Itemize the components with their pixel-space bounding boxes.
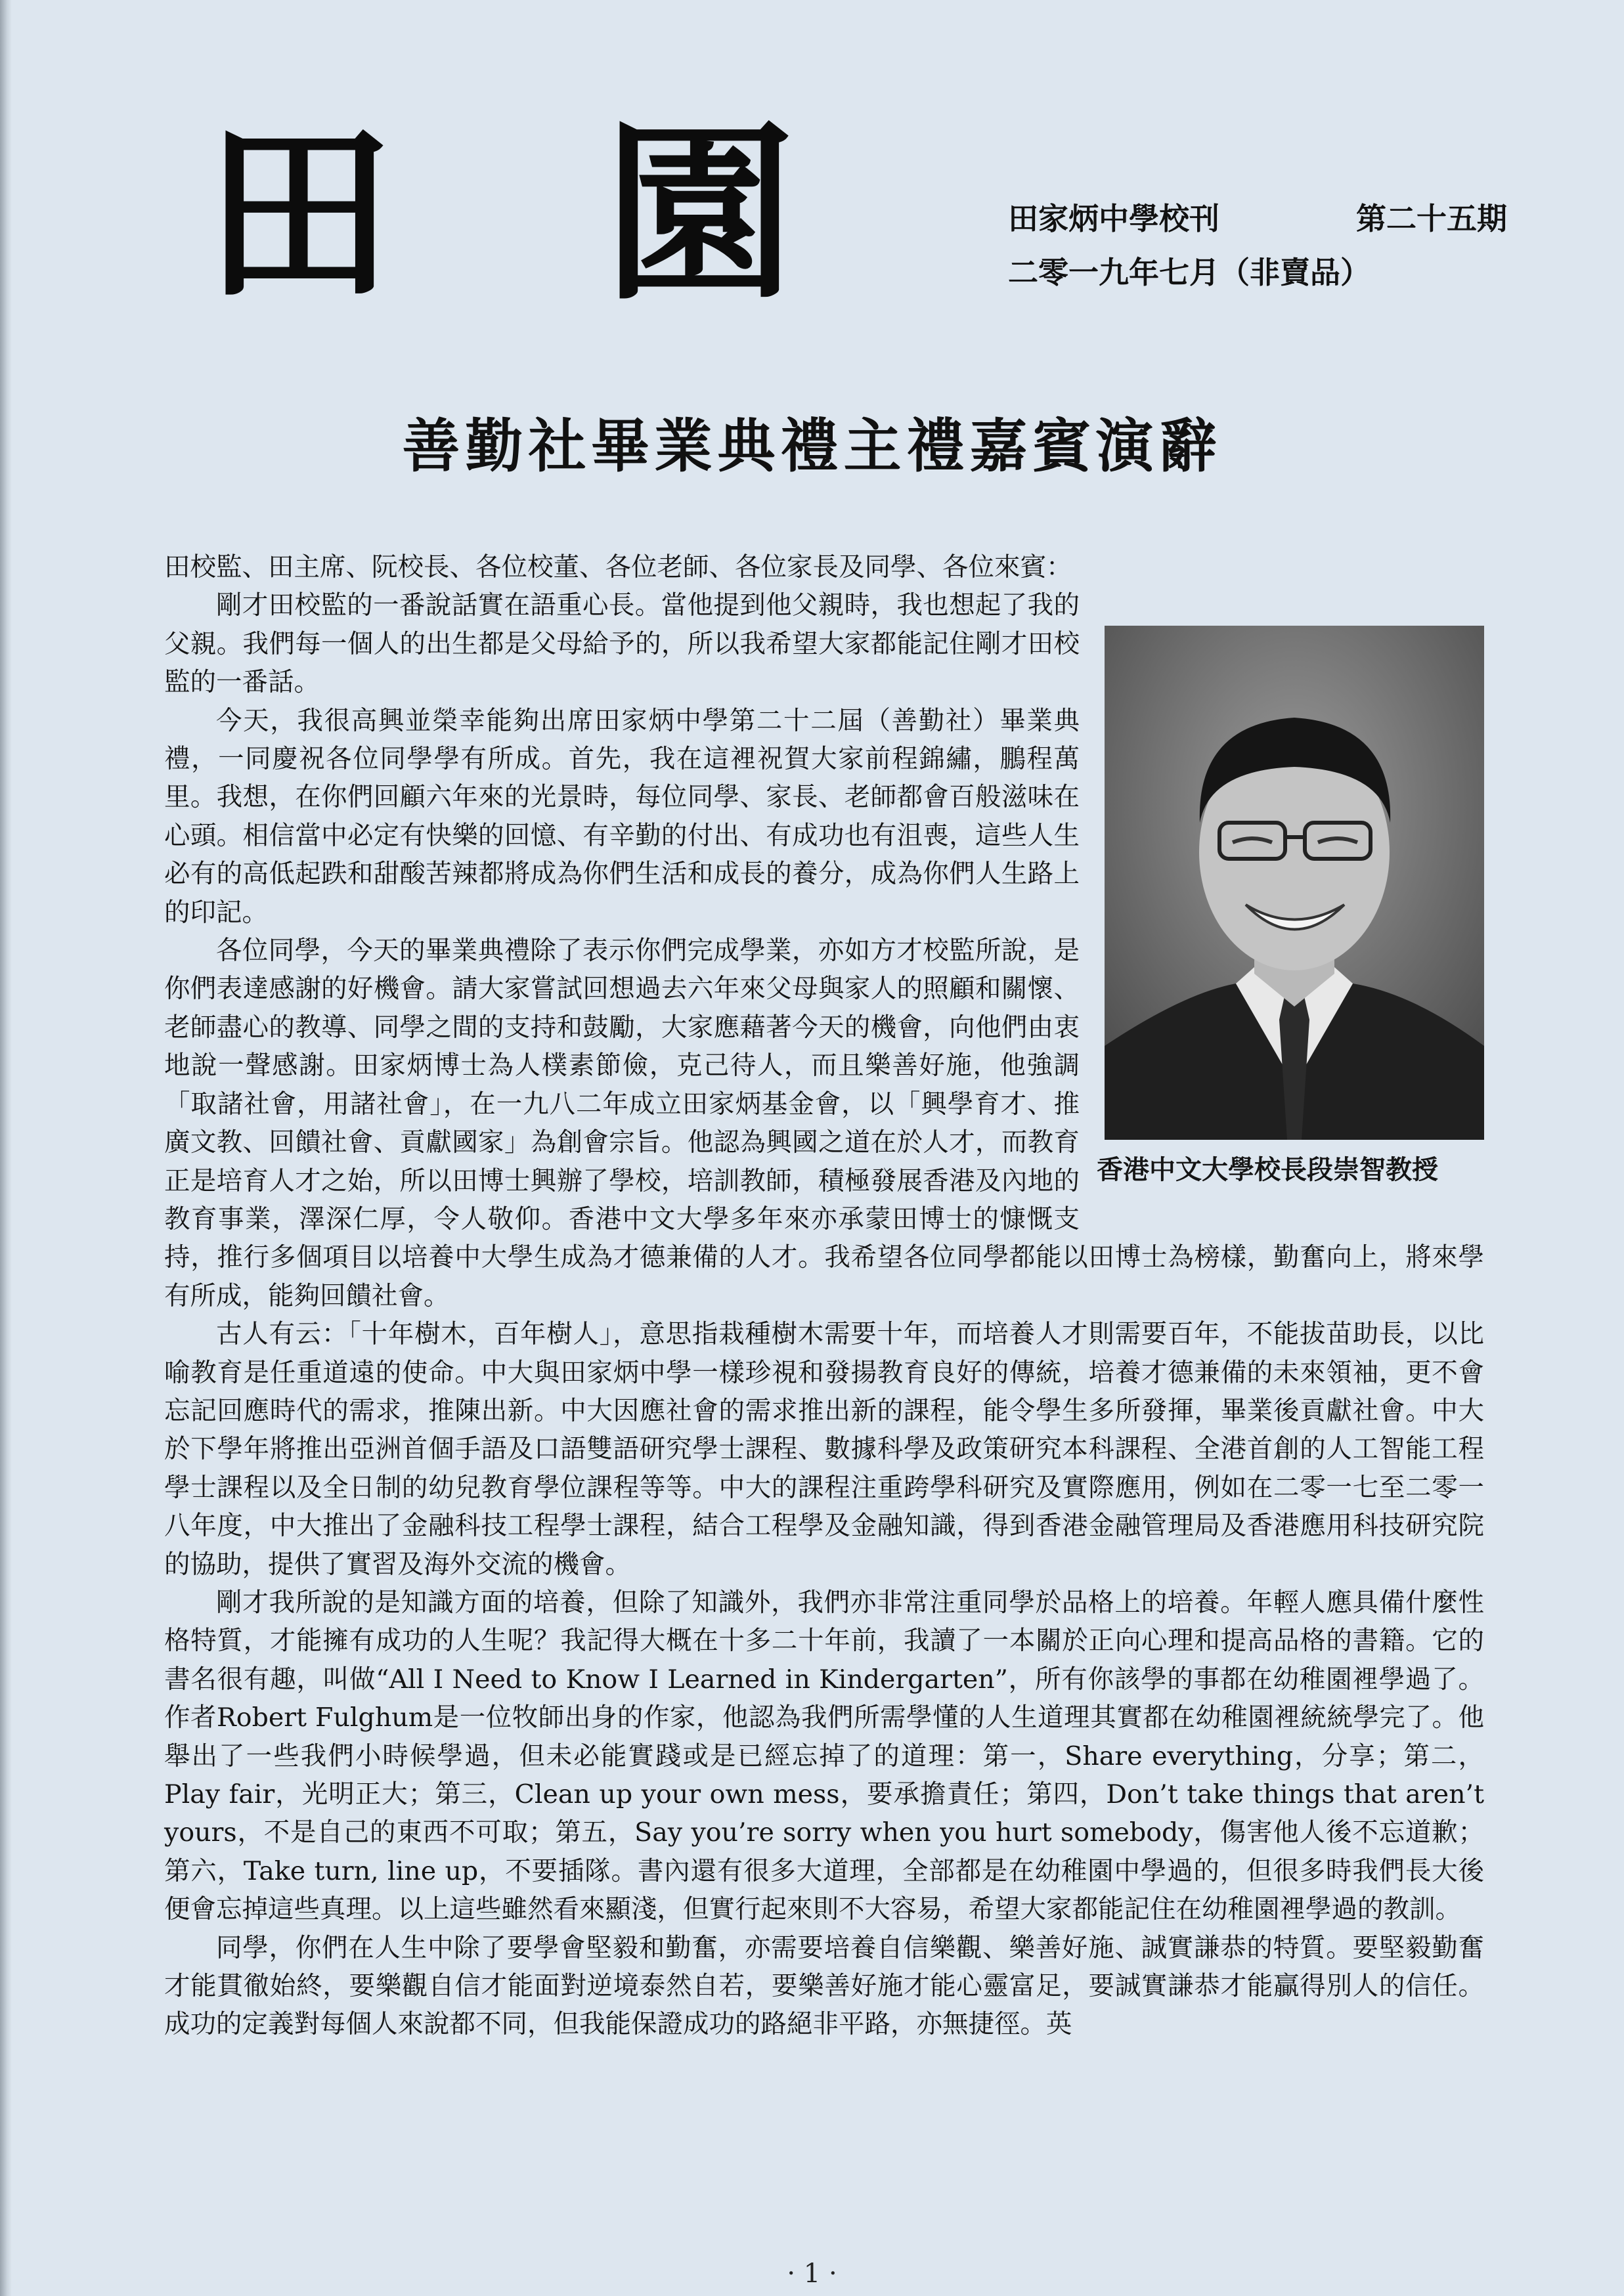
speaker-photo xyxy=(1105,626,1484,1140)
page-number: · 1 · xyxy=(787,2259,837,2289)
speaker-photo-figure xyxy=(1097,626,1484,1196)
masthead-char-yuan: 園 xyxy=(604,104,821,326)
salutation: 田校監、田主席、阮校長、各位校董、各位老師、各位家長及同學、各位來賓： xyxy=(164,552,1072,582)
photo-caption: 香港中文大學校長段崇智教授 xyxy=(1097,1155,1438,1186)
speaker-portrait-illustration xyxy=(1105,626,1484,1140)
speech-article xyxy=(164,548,1484,2044)
masthead-logo xyxy=(204,104,821,326)
paragraph: 剛才田校監的一番說話實在語重心長。當他提到他父親時，我也想起了我的父親。我們每一個人的出生都是父母給予的，所以我希望大家都能記住剛才田校監的一番話。 xyxy=(164,590,1080,698)
publication-name: 田家炳中學校刊 xyxy=(1008,201,1219,236)
issue-row xyxy=(1008,192,1507,246)
paragraph: 各位同學，今天的畢業典禮除了表示你們完成學業，亦如方才校監所說，是你們表達感謝的好機會。請大家嘗試回想過去六年來父母與家人的照顧和關懷、老師盡心的教導、同學之間的支持和鼓勵，大家應藉著今天的機會，向他們由衷地說一聲感謝。田家炳博士為人樸素節儉，克己待人，而且樂善好施，他強調「取諸社會，用諸社會」，在一九八二年成立田家炳基金會，以「興學育才、推廣文教、回饋社會、貢獻國家」為創會宗旨。他認為興國之道在於人才，而教育正是培育人才之始，所以田博士興辦了學校，培訓教師，積極發展香港及內地的教育事業，澤深仁厚，令人敬仰。香港中文大學多年來亦承蒙田博士的慷慨支持，推行多個項目以培養中大學生成為才德兼備的人才。我希望各位同學都能以田博士為榜樣，勤奮向上，將來學有所成，能夠回饋社會。 xyxy=(164,936,1484,1311)
page-title: 善勤社畢業典禮主禮嘉賓演辭 xyxy=(402,412,1222,480)
paragraph: 剛才我所說的是知識方面的培養，但除了知識外，我們亦非常注重同學於品格上的培養。年輕人應具備什麼性格特質，才能擁有成功的人生呢？我記得大概在十多二十年前，我讀了一本關於正向心理和提高品格的書籍。它的書名很有趣，叫做“All I Need to Know I Learned in Kindergarten”，所有你該學的事都在幼稚園裡學過了。作者Robert Fulghum是一位牧師出身的作家，他認為我們所需學懂的人生道理其實都在幼稚園裡統統學完了。他舉出了一些我們小時候學過，但未必能實踐或是已經忘掉了的道理：第一，Share everything，分享；第二，Play fair，光明正大；第三，Clean up your own mess，要承擔責任；第四，Don’t take things that aren’t yours，不是自己的東西不可取；第五，Say you’re sorry when you hurt somebody，傷害他人後不忘道歉；第六，Take turn, line up，不要插隊。書內還有很多大道理，全部都是在幼稚園中學過的，但很多時我們長大後便會忘掉這些真理。以上這些雖然看來顯淺，但實行起來則不大容易，希望大家都能記住在幼稚園裡學過的教訓。 xyxy=(164,1587,1484,1925)
paragraph: 同學，你們在人生中除了要學會堅毅和勤奮，亦需要培養自信樂觀、樂善好施、誠實謙恭的特質。要堅毅勤奮才能貫徹始終，要樂觀自信才能面對逆境泰然自若，要樂善好施才能心靈富足，要誠實謙恭才能贏得別人的信任。成功的定義對每個人來說都不同，但我能保證成功的路絕非平路，亦無捷徑。英 xyxy=(164,1932,1484,2040)
masthead-char-tian: 田 xyxy=(204,104,420,326)
binding-edge xyxy=(0,0,12,2296)
paragraph: 古人有云：「十年樹木，百年樹人」，意思指栽種樹木需要十年，而培養人才則需要百年，不能拔苗助長，以比喻教育是任重道遠的使命。中大與田家炳中學一樣珍視和發揚教育良好的傳統，培養才德兼備的未來領袖，更不會忘記回應時代的需求，推陳出新。中大因應社會的需求推出新的課程，能令學生多所發揮，畢業後貢獻社會。中大於下學年將推出亞洲首個手語及口語雙語研究學士課程、數據科學及政策研究本科課程、全港首創的人工智能工程學士課程以及全日制的幼兒教育學位課程等等。中大的課程注重跨學科研究及實際應用，例如在二零一七至二零一八年度，中大推出了金融科技工程學士課程，結合工程學及金融知識，得到香港金融管理局及香港應用科技研究院的協助，提供了實習及海外交流的機會。 xyxy=(164,1319,1484,1580)
paragraph: 今天，我很高興並榮幸能夠出席田家炳中學第二十二屆（善勤社）畢業典禮，一同慶祝各位同學學有所成。首先，我在這裡祝賀大家前程錦繡，鵬程萬里。我想，在你們回顧六年來的光景時，每位同學、家長、老師都會百般滋味在心頭。相信當中必定有快樂的回憶、有辛勤的付出、有成功也有沮喪，這些人生必有的高低起跌和甜酸苦辣都將成為你們生活和成長的養分，成為你們人生路上的印記。 xyxy=(164,705,1080,928)
issue-info xyxy=(1008,192,1507,299)
issue-number: 第二十五期 xyxy=(1356,201,1507,236)
issue-date: 二零一九年七月（非賣品） xyxy=(1008,255,1371,290)
